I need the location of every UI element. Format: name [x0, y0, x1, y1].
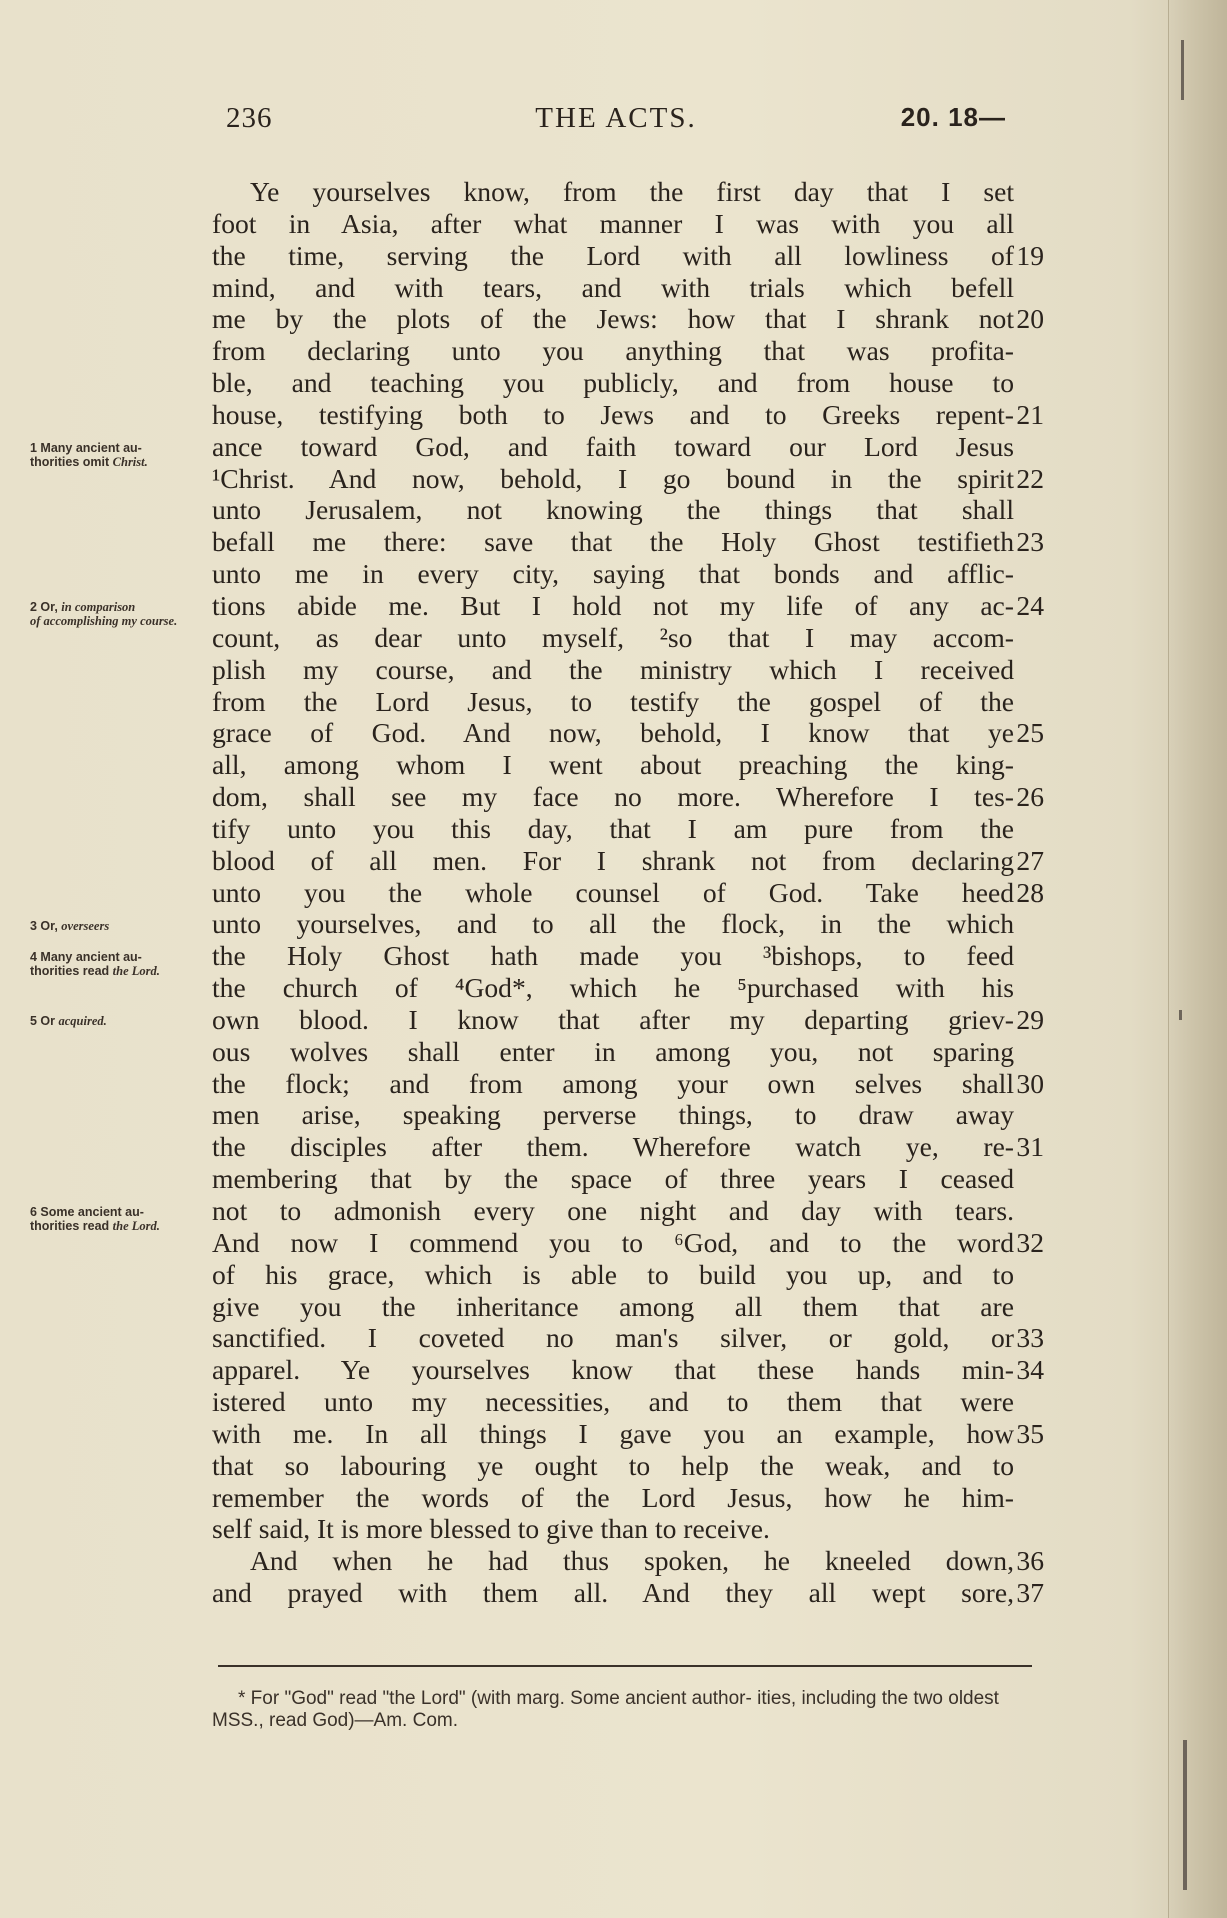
- scripture-text: [212, 176, 1044, 1609]
- text-line-content: from the Lord Jesus, to testify the gospel of the: [212, 685, 1014, 717]
- text-line-content: istered unto my necessities, and to them that were: [212, 1386, 1014, 1418]
- margin-note-italic: the Lord.: [112, 1219, 160, 1234]
- verse-number: 37: [1016, 1577, 1044, 1609]
- text-line-content: foot in Asia, after what manner I was with you all: [212, 207, 1014, 239]
- text-line-content: the disciples after them. Wherefore watch ye, re-: [212, 1131, 1014, 1163]
- margin-note: [30, 1205, 220, 1233]
- text-line: [212, 367, 1044, 399]
- margin-note-rest: thorities read: [30, 1219, 113, 1234]
- text-line: [212, 845, 1044, 877]
- text-line-content: men arise, speaking perverse things, to draw away: [212, 1099, 1014, 1131]
- text-line: [212, 622, 1044, 654]
- verse-number: 29: [1016, 1003, 1044, 1035]
- margin-note: [30, 919, 220, 933]
- text-line: [212, 303, 1044, 335]
- text-line-content: blood of all men. For I shrank not from declaring: [212, 844, 1014, 876]
- text-line-content: apparel. Ye yourselves know that these hands min-: [212, 1354, 1014, 1386]
- text-line-content: And when he had thus spoken, he kneeled down,: [250, 1545, 1014, 1577]
- margin-note-italic-lead: in comparison: [61, 600, 136, 615]
- text-line: [212, 654, 1044, 686]
- text-line-content: sanctified. I coveted no man's silver, or gold, or: [212, 1322, 1014, 1354]
- margin-note-lead: 1 Many ancient au-: [30, 440, 142, 455]
- text-line: [212, 813, 1044, 845]
- text-line: [212, 590, 1044, 622]
- text-line: [212, 1036, 1044, 1068]
- margin-note: [30, 441, 220, 469]
- running-header: [226, 102, 1006, 142]
- text-line-content: and prayed with them all. And they all wept sore,: [212, 1577, 1014, 1609]
- text-line: [212, 908, 1044, 940]
- text-line: [212, 717, 1044, 749]
- text-line-content: unto you the whole counsel of God. Take heed: [212, 876, 1014, 908]
- text-line-content: give you the inheritance among all them that are: [212, 1290, 1014, 1322]
- margin-note-rest: thorities omit: [30, 454, 113, 469]
- margin-note-italic: the Lord.: [112, 964, 160, 979]
- verse-number: 31: [1016, 1131, 1044, 1163]
- text-line: [212, 1322, 1044, 1354]
- text-line: [212, 526, 1044, 558]
- text-line: [212, 940, 1044, 972]
- text-line-content: plish my course, and the ministry which I received: [212, 653, 1014, 685]
- text-line: [212, 1099, 1044, 1131]
- page-number: 236: [226, 102, 273, 134]
- verse-number: 19: [1016, 239, 1044, 271]
- margin-note: [30, 1014, 220, 1028]
- text-line: [212, 749, 1044, 781]
- text-line-content: from declaring unto you anything that was profita-: [212, 335, 1014, 367]
- text-line: [212, 1545, 1044, 1577]
- spine-shadow-mark: [1179, 1010, 1182, 1020]
- text-line: [212, 1482, 1044, 1514]
- text-line-content: dom, shall see my face no more. Wherefore I tes-: [212, 781, 1014, 813]
- spine-shadow-mark: [1181, 40, 1184, 100]
- text-line-content: tions abide me. But I hold not my life of any ac-: [212, 589, 1014, 621]
- margin-note: [30, 950, 220, 978]
- text-line: [212, 558, 1044, 590]
- verse-number: 21: [1016, 398, 1044, 430]
- text-line-content: the church of ⁴God*, which he ⁵purchased with his: [212, 972, 1014, 1004]
- margin-note-lead: 6 Some ancient au-: [30, 1205, 144, 1220]
- footnote: [212, 1688, 1032, 1732]
- text-line-content: unto Jerusalem, not knowing the things that shall: [212, 494, 1014, 526]
- footnote-rule: [218, 1665, 1032, 1667]
- margin-note-lead: 5 Or: [30, 1014, 59, 1029]
- verse-number: 35: [1016, 1417, 1044, 1449]
- book-title: THE ACTS.: [535, 102, 697, 134]
- text-line-content: grace of God. And now, behold, I know that ye: [212, 717, 1014, 749]
- verse-number: 23: [1016, 526, 1044, 558]
- text-line: [212, 781, 1044, 813]
- text-line: [212, 1163, 1044, 1195]
- text-line: [212, 1259, 1044, 1291]
- text-line-content: membering that by the space of three years I ceased: [212, 1163, 1014, 1195]
- margin-note: [30, 600, 220, 628]
- margin-note-italic-lead: acquired.: [58, 1014, 107, 1029]
- verse-number: 32: [1016, 1226, 1044, 1258]
- text-line: [212, 272, 1044, 304]
- text-line: [212, 399, 1044, 431]
- text-line-content: ¹Christ. And now, behold, I go bound in the spirit: [212, 462, 1014, 494]
- text-line-content: Ye yourselves know, from the first day that I set: [250, 176, 1014, 207]
- text-line-content: count, as dear unto myself, ²so that I may accom-: [212, 621, 1014, 653]
- book-spine-edge: [1168, 0, 1227, 1918]
- text-line: [212, 1131, 1044, 1163]
- verse-number: 20: [1016, 303, 1044, 335]
- text-line-content: own blood. I know that after my departing griev-: [212, 1003, 1014, 1035]
- verse-number: 28: [1016, 876, 1044, 908]
- verse-number: 34: [1016, 1354, 1044, 1386]
- text-line-content: And now I commend you to ⁶God, and to the word: [212, 1226, 1014, 1258]
- text-line-content: the flock; and from among your own selves shall: [212, 1067, 1014, 1099]
- text-line: [212, 463, 1044, 495]
- chapter-verse-reference: 20. 18—: [900, 102, 1006, 132]
- text-line: [212, 1386, 1044, 1418]
- verse-number: 24: [1016, 589, 1044, 621]
- verse-number: 30: [1016, 1067, 1044, 1099]
- margin-note-italic: of accomplishing my course.: [30, 614, 178, 629]
- verse-number: 33: [1016, 1322, 1044, 1354]
- margin-note-italic-lead: overseers: [61, 918, 110, 933]
- text-line: [212, 1354, 1044, 1386]
- text-line-content: house, testifying both to Jews and to Greeks repent-: [212, 398, 1014, 430]
- verse-number: 36: [1016, 1545, 1044, 1577]
- text-line: [212, 1291, 1044, 1323]
- text-line-content: the Holy Ghost hath made you ³bishops, to feed: [212, 940, 1014, 972]
- text-line: [212, 1577, 1044, 1609]
- text-line: [212, 1227, 1044, 1259]
- margin-note-lead: 3 Or,: [30, 918, 62, 933]
- text-line: [212, 1068, 1044, 1100]
- text-line-content: me by the plots of the Jews: how that I shrank not: [212, 303, 1014, 335]
- text-line-content: the time, serving the Lord with all lowliness of: [212, 239, 1014, 271]
- text-line-content: ble, and teaching you publicly, and from house to: [212, 367, 1014, 399]
- text-line: [212, 1195, 1044, 1227]
- verse-number: 22: [1016, 462, 1044, 494]
- verse-number: 25: [1016, 717, 1044, 749]
- text-line-content: mind, and with tears, and with trials which befell: [212, 271, 1014, 303]
- text-line-content: ous wolves shall enter in among you, not sparing: [212, 1035, 1014, 1067]
- text-line: [212, 1513, 1044, 1545]
- text-line: [212, 972, 1044, 1004]
- text-line-content: not to admonish every one night and day with tears.: [212, 1195, 1014, 1226]
- text-line-content: all, among whom I went about preaching the king-: [212, 749, 1014, 781]
- text-line-content: befall me there: save that the Holy Ghost testifieth: [212, 526, 1014, 558]
- margin-note-rest: thorities read: [30, 964, 113, 979]
- text-line: [212, 877, 1044, 909]
- text-line: [212, 335, 1044, 367]
- text-line: [212, 1004, 1044, 1036]
- text-line-content: ance toward God, and faith toward our Lord Jesus: [212, 430, 1014, 462]
- text-line: [212, 431, 1044, 463]
- text-line: [212, 240, 1044, 272]
- spine-shadow-mark: [1183, 1740, 1187, 1890]
- text-line: [212, 1418, 1044, 1450]
- text-line-content: tify unto you this day, that I am pure from the: [212, 812, 1014, 844]
- text-line: [212, 494, 1044, 526]
- text-line: [212, 208, 1044, 240]
- verse-number: 26: [1016, 781, 1044, 813]
- text-line: [212, 176, 1044, 208]
- text-line-content: of his grace, which is able to build you up, and to: [212, 1258, 1014, 1290]
- footnote-text: * For "God" read "the Lord" (with marg. Some ancient author- ities, including the two oldest MSS., read God)—Am. Com.: [212, 1688, 999, 1731]
- verse-number: 27: [1016, 844, 1044, 876]
- margin-note-lead: 4 Many ancient au-: [30, 950, 142, 965]
- text-line-content: that so labouring ye ought to help the weak, and to: [212, 1449, 1014, 1481]
- text-line: [212, 686, 1044, 718]
- text-line-content: remember the words of the Lord Jesus, how he him-: [212, 1481, 1014, 1513]
- text-line-content: unto yourselves, and to all the flock, in the which: [212, 908, 1014, 940]
- margin-note-lead: 2 Or,: [30, 600, 62, 615]
- text-line-content: self said, It is more blessed to give than to receive.: [212, 1513, 770, 1545]
- margin-note-italic: Christ.: [112, 454, 148, 469]
- text-line-content: unto me in every city, saying that bonds and afflic-: [212, 558, 1014, 590]
- text-line: [212, 1450, 1044, 1482]
- text-line-content: with me. In all things I gave you an example, how: [212, 1417, 1014, 1449]
